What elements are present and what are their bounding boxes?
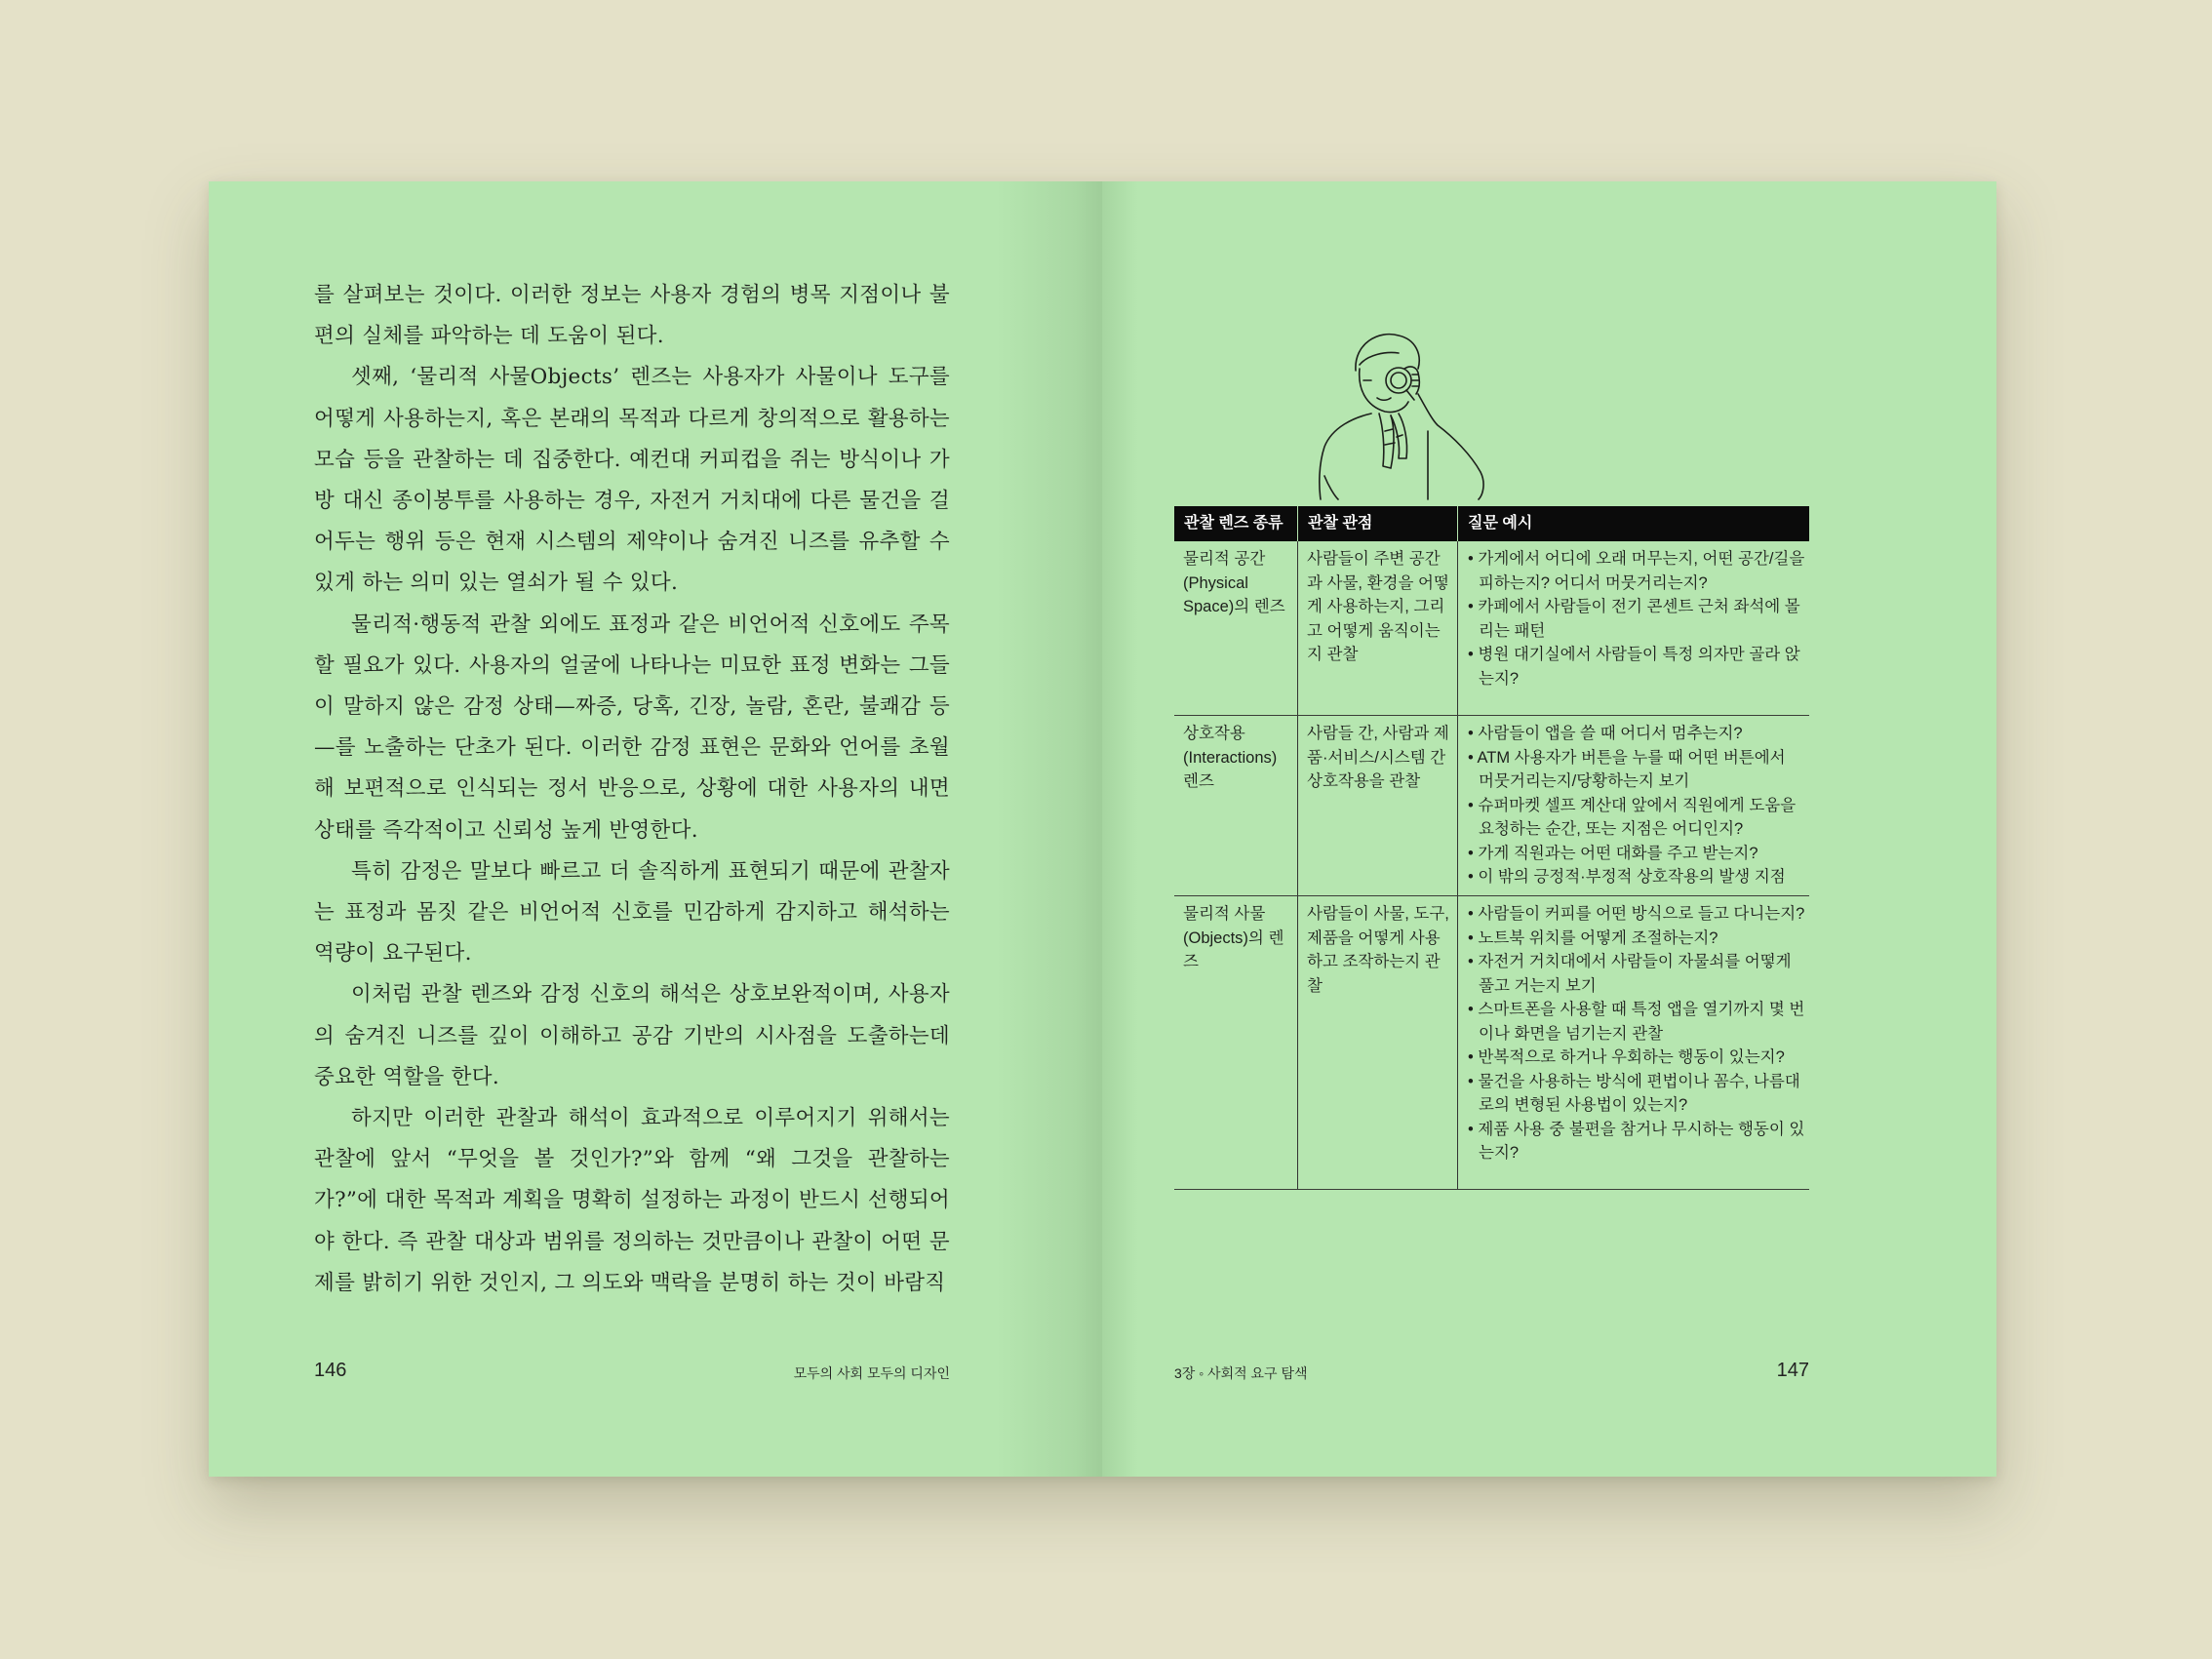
right-page <box>1102 181 1996 1477</box>
list-item: • 병원 대기실에서 사람들이 특정 의자만 골라 앉는지? <box>1468 643 1805 691</box>
paragraph: 를 살펴보는 것이다. 이러한 정보는 사용자 경험의 병목 지점이나 불편의 실체를 파악하는 데 도움이 된다. <box>314 283 950 349</box>
paragraph: 셋째, ‘물리적 사물Objects’ 렌즈는 사용자가 사물이나 도구를 어떻게 사용하는지, 혹은 본래의 목적과 다르게 창의적으로 활용하는 모습 등을 관찰하는 데 집중한다. 예컨대 커피컵을 쥐는 방식이나 가방 대신 종이봉투를 사용하는 경우, 자전거 거치대에 다른 물건을 걸어두는 행위 등은 현재 시스템의 제약이나 숨겨진 니즈를 유추할 수 있게 하는 의미 있는 열쇠가 될 수 있다. <box>314 365 950 596</box>
body-text <box>314 275 950 1304</box>
list-item: • 스마트폰을 사용할 때 특정 앱을 열기까지 몇 번이나 화면을 넘기는지 관찰 <box>1468 998 1805 1046</box>
table-header <box>1174 506 1809 541</box>
perspective-cell: 사람들이 사물, 도구, 제품을 어떻게 사용하고 조작하는지 관찰 <box>1298 896 1458 1189</box>
list-item: • 물건을 사용하는 방식에 편법이나 꼼수, 나름대로의 변형된 사용법이 있는지? <box>1468 1070 1805 1118</box>
list-item: • 가게 직원과는 어떤 대화를 주고 받는지? <box>1468 842 1805 866</box>
table-row <box>1174 541 1809 716</box>
page-number-left: 146 <box>314 1360 347 1381</box>
questions-cell <box>1458 716 1809 895</box>
list-item: • 슈퍼마켓 셀프 계산대 앞에서 직원에게 도움을 요청하는 순간, 또는 지점은 어디인지? <box>1468 794 1805 842</box>
chapter-label: 3장 ◦ 사회적 요구 탐색 <box>1174 1365 1308 1381</box>
lens-cell: 물리적 공간 (Physical Space)의 렌즈 <box>1174 541 1298 715</box>
paragraph: 물리적·행동적 관찰 외에도 표정과 같은 비언어적 신호에도 주목할 필요가 있다. 사용자의 얼굴에 나타나는 미묘한 표정 변화는 그들이 말하지 않은 감정 상태—짜증, 당혹, 긴장, 놀람, 혼란, 불쾌감 등—를 노출하는 단초가 된다. 이러한 감정 표현은 문화와 언어를 초월해 보편적으로 인식되는 정서 반응으로, 상황에 대한 사용자의 내면 상태를 즉각적이고 신뢰성 높게 반영한다. <box>314 612 950 843</box>
table-row <box>1174 716 1809 896</box>
table-row <box>1174 896 1809 1190</box>
lens-cell: 물리적 사물 (Objects)의 렌즈 <box>1174 896 1298 1189</box>
paragraph: 특히 감정은 말보다 빠르고 더 솔직하게 표현되기 때문에 관찰자는 표정과 몸짓 같은 비언어적 신호를 민감하게 감지하고 해석하는 역량이 요구된다. <box>314 858 950 967</box>
perspective-cell: 사람들이 주변 공간과 사물, 환경을 어떻게 사용하는지, 그리고 어떻게 움직이는지 관찰 <box>1298 541 1458 715</box>
person-with-magnifier-icon <box>1289 330 1533 503</box>
column-header: 관찰 렌즈 종류 <box>1174 506 1298 541</box>
list-item: • 자전거 거치대에서 사람들이 자물쇠를 어떻게 풀고 거는지 보기 <box>1468 950 1805 998</box>
lens-cell: 상호작용 (Interactions) 렌즈 <box>1174 716 1298 895</box>
perspective-cell: 사람들 간, 사람과 제품·서비스/시스템 간 상호작용을 관찰 <box>1298 716 1458 895</box>
list-item: • 가게에서 어디에 오래 머무는지, 어떤 공간/길을 피하는지? 어디서 머뭇거리는지? <box>1468 547 1805 595</box>
column-header: 관찰 관점 <box>1298 506 1458 541</box>
list-item: • 반복적으로 하거나 우회하는 행동이 있는지? <box>1468 1046 1805 1070</box>
column-header: 질문 예시 <box>1468 515 1533 532</box>
left-page <box>209 181 1102 1477</box>
questions-cell <box>1458 896 1809 1189</box>
list-item: • 카페에서 사람들이 전기 콘센트 근처 좌석에 몰리는 패턴 <box>1468 595 1805 643</box>
paragraph: 하지만 이러한 관찰과 해석이 효과적으로 이루어지기 위해서는 관찰에 앞서 “무엇을 볼 것인가?”와 함께 “왜 그것을 관찰하는가?”에 대한 목적과 계획을 명확히 설정하는 과정이 반드시 선행되어야 한다. 즉 관찰 대상과 범위를 정의하는 것만큼이나 관찰이 어떤 문제를 밝히기 위한 것인지, 그 의도와 맥락을 분명히 하는 것이 바람직 <box>314 1106 950 1295</box>
list-item: • 노트북 위치를 어떻게 조절하는지? <box>1468 927 1805 951</box>
list-item: • 제품 사용 중 불편을 참거나 무시하는 행동이 있는지? <box>1468 1118 1805 1165</box>
list-item: • 사람들이 커피를 어떤 방식으로 들고 다니는지? <box>1468 902 1805 927</box>
list-item: • 사람들이 앱을 쓸 때 어디서 멈추는지? <box>1468 722 1805 746</box>
page-number-right: 147 <box>1776 1360 1809 1381</box>
paragraph: 이처럼 관찰 렌즈와 감정 신호의 해석은 상호보완적이며, 사용자의 숨겨진 니즈를 깊이 이해하고 공감 기반의 시사점을 도출하는데 중요한 역할을 한다. <box>314 982 950 1089</box>
list-item: • ATM 사용자가 버튼을 누를 때 어떤 버튼에서 머뭇거리는지/당황하는지 보기 <box>1468 746 1805 794</box>
questions-cell <box>1458 541 1809 715</box>
list-item: • 이 밖의 긍정적·부정적 상호작용의 발생 지점 <box>1468 865 1805 889</box>
running-title: 모두의 사회 모두의 디자인 <box>793 1365 950 1381</box>
book-spread <box>209 181 1996 1477</box>
observation-lens-table <box>1174 506 1809 1190</box>
